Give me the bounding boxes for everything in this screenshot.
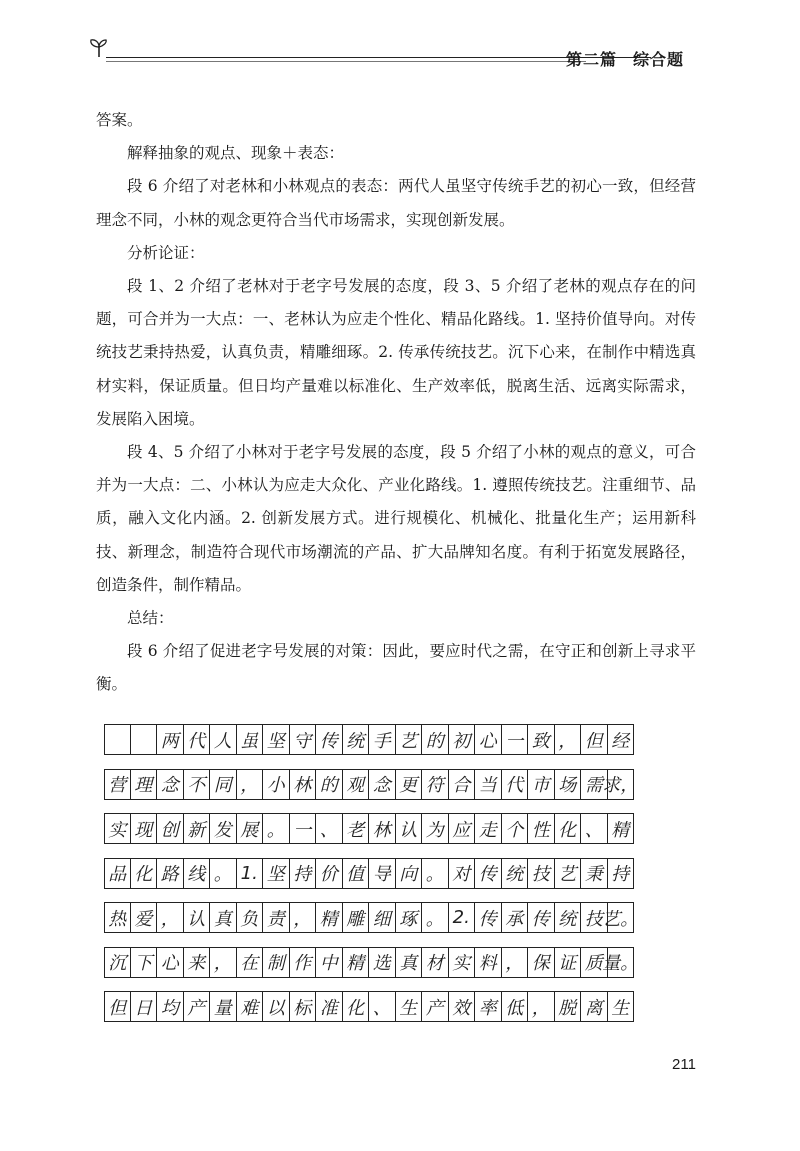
- grid-cell: 艺。: [608, 902, 635, 933]
- grid-cell: 2.: [449, 902, 476, 933]
- grid-cell: 化: [555, 813, 582, 844]
- grid-cell: 实: [104, 813, 131, 844]
- grid-cell: 来: [184, 947, 211, 978]
- grid-cell: 艺: [555, 858, 582, 889]
- grid-cell: 初: [449, 724, 476, 755]
- grid-cell: 但: [581, 724, 608, 755]
- grid-cell: 认: [396, 813, 423, 844]
- grid-cell: 创: [157, 813, 184, 844]
- grid-cell: 量: [210, 991, 237, 1022]
- grid-cell: 料: [475, 947, 502, 978]
- grid-cell: ，: [528, 991, 555, 1022]
- grid-cell: 艺: [396, 724, 423, 755]
- grid-row: [104, 947, 639, 978]
- grid-row: [104, 902, 639, 933]
- grid-cell: 需: [581, 769, 608, 800]
- grid-cell: 精: [343, 947, 370, 978]
- grid-cell: 坚: [263, 724, 290, 755]
- grid-row: [104, 769, 639, 800]
- grid-cell: 的: [422, 724, 449, 755]
- grid-cell: 更: [396, 769, 423, 800]
- grid-cell: 中: [316, 947, 343, 978]
- grid-cell: 虽: [237, 724, 264, 755]
- grid-cell: 性: [528, 813, 555, 844]
- grid-cell: 但: [104, 991, 131, 1022]
- grid-cell: 手: [369, 724, 396, 755]
- grid-cell: 市: [528, 769, 555, 800]
- grid-cell: 林: [369, 813, 396, 844]
- grid-cell: 难: [237, 991, 264, 1022]
- grid-cell: 准: [316, 991, 343, 1022]
- grid-cell: 秉: [581, 858, 608, 889]
- grid-cell: 统: [343, 724, 370, 755]
- grid-cell: 线: [184, 858, 211, 889]
- grid-cell: 向: [396, 858, 423, 889]
- grid-cell: 统: [555, 902, 582, 933]
- grid-cell: ，: [157, 902, 184, 933]
- grid-cell: 当: [475, 769, 502, 800]
- grid-cell: 、: [316, 813, 343, 844]
- grid-cell: 热: [104, 902, 131, 933]
- grid-cell: 的: [316, 769, 343, 800]
- grid-cell: 。: [422, 902, 449, 933]
- grid-cell: 均: [157, 991, 184, 1022]
- grid-cell: 保: [528, 947, 555, 978]
- grid-cell: 制: [263, 947, 290, 978]
- grid-cell: 效: [449, 991, 476, 1022]
- chapter-title: [566, 47, 684, 70]
- grid-cell: 。: [422, 858, 449, 889]
- grid-cell: 心: [157, 947, 184, 978]
- grid-cell: 营: [104, 769, 131, 800]
- grid-cell: 标: [290, 991, 317, 1022]
- paragraph: 解释抽象的观点、现象＋表态：: [127, 144, 345, 163]
- grid-cell: 负: [237, 902, 264, 933]
- grid-cell: ，: [555, 724, 582, 755]
- grid-row: [104, 724, 634, 755]
- grid-cell: 持: [608, 858, 635, 889]
- grid-cell: 量。: [608, 947, 635, 978]
- grid-cell: 新: [184, 813, 211, 844]
- grid-cell: 应: [449, 813, 476, 844]
- grid-cell: 展: [237, 813, 264, 844]
- grid-cell: 、: [369, 991, 396, 1022]
- grid-cell: 合: [449, 769, 476, 800]
- grid-cell: 技: [581, 902, 608, 933]
- header-rule-thin: [106, 61, 586, 62]
- grid-cell: 个: [502, 813, 529, 844]
- grid-cell: 路: [157, 858, 184, 889]
- grid-cell: 符: [422, 769, 449, 800]
- grid-cell: 琢: [396, 902, 423, 933]
- grid-cell: 化: [343, 991, 370, 1022]
- grid-cell: 精: [608, 813, 635, 844]
- grid-cell: 率: [475, 991, 502, 1022]
- grid-cell: 产: [184, 991, 211, 1022]
- grid-cell: 导: [369, 858, 396, 889]
- grid-cell: 证: [555, 947, 582, 978]
- grid-cell: ，: [210, 947, 237, 978]
- grid-cell: 小: [263, 769, 290, 800]
- grid-cell: 经: [608, 724, 635, 755]
- grid-cell: 认: [184, 902, 211, 933]
- grid-cell: 传: [475, 902, 502, 933]
- grid-cell: 对: [449, 858, 476, 889]
- grid-cell: 脱: [555, 991, 582, 1022]
- grid-cell: 生: [608, 991, 635, 1022]
- paragraph: 段 6 介绍了促进老字号发展的对策：因此，要应时代之需，在守正和创新上寻求平衡。: [96, 642, 696, 694]
- paragraph: 段 1、2 介绍了老林对于老字号发展的态度，段 3、5 介绍了老林的观点存在的问题，可合并为一大点：一、老林认为应走个性化、精品化路线。1. 坚持价值导向。对传统技艺秉持热爱，认真负责，精雕细琢。2. 传承传统技艺。沉下心来，在制作中精选真材实料，保证质量。但日均产量难以标准化、生产效率低，脱离生活、远离实际需求，发展陷入困境。: [96, 277, 696, 428]
- grid-cell: 代: [502, 769, 529, 800]
- grid-cell: 场: [555, 769, 582, 800]
- grid-cell: 沉: [104, 947, 131, 978]
- paragraph: 答案。: [96, 111, 143, 129]
- grid-cell: ，: [502, 947, 529, 978]
- grid-cell: 现: [131, 813, 158, 844]
- grid-cell: 林: [290, 769, 317, 800]
- paragraph: 总结：: [127, 609, 174, 628]
- grid-cell: 两: [157, 724, 184, 755]
- sprout-icon: [88, 38, 110, 58]
- grid-cell: ，: [290, 902, 317, 933]
- grid-cell: 精: [316, 902, 343, 933]
- grid-cell: 细: [369, 902, 396, 933]
- grid-cell: 。: [210, 858, 237, 889]
- grid-cell: 老: [343, 813, 370, 844]
- grid-cell: 、: [581, 813, 608, 844]
- grid-cell: 持: [290, 858, 317, 889]
- grid-cell: 值: [343, 858, 370, 889]
- grid-cell: 低: [502, 991, 529, 1022]
- grid-cell: 1.: [237, 858, 264, 889]
- grid-cell: 理: [131, 769, 158, 800]
- grid-cell: 观: [343, 769, 370, 800]
- grid-cell: 质: [581, 947, 608, 978]
- grid-cell: 念: [369, 769, 396, 800]
- grid-cell: 传: [475, 858, 502, 889]
- grid-cell: 承: [502, 902, 529, 933]
- grid-cell: 在: [237, 947, 264, 978]
- grid-cell: 代: [184, 724, 211, 755]
- grid-cell: 实: [449, 947, 476, 978]
- grid-cell: 传: [528, 902, 555, 933]
- grid-cell: [104, 724, 131, 755]
- page-number: 211: [672, 1056, 696, 1073]
- grid-cell: 心: [475, 724, 502, 755]
- grid-cell: 。: [263, 813, 290, 844]
- grid-cell: 选: [369, 947, 396, 978]
- grid-cell: 一: [502, 724, 529, 755]
- grid-cell: 人: [210, 724, 237, 755]
- grid-row: [104, 991, 634, 1022]
- grid-cell: 走: [475, 813, 502, 844]
- grid-cell: 价: [316, 858, 343, 889]
- grid-cell: 致: [528, 724, 555, 755]
- paragraph: 分析论证：: [127, 243, 205, 262]
- grid-cell: 生: [396, 991, 423, 1022]
- grid-cell: 产: [422, 991, 449, 1022]
- grid-row: [104, 858, 634, 889]
- grid-cell: 坚: [263, 858, 290, 889]
- grid-cell: 下: [131, 947, 158, 978]
- grid-cell: 真: [396, 947, 423, 978]
- grid-cell: 以: [263, 991, 290, 1022]
- grid-cell: 责: [263, 902, 290, 933]
- grid-cell: 日: [131, 991, 158, 1022]
- grid-cell: 材: [422, 947, 449, 978]
- grid-cell: 一: [290, 813, 317, 844]
- grid-cell: 品: [104, 858, 131, 889]
- grid-cell: 雕: [343, 902, 370, 933]
- grid-cell: 离: [581, 991, 608, 1022]
- grid-cell: 求，: [608, 769, 635, 800]
- part-label: 第二篇: [566, 50, 618, 69]
- section-label: 综合题: [633, 50, 685, 69]
- grid-cell: 同: [210, 769, 237, 800]
- grid-row: [104, 813, 634, 844]
- paragraph: 段 4、5 介绍了小林对于老字号发展的态度，段 5 介绍了小林的观点的意义，可合并为一大点：二、小林认为应走大众化、产业化路线。1. 遵照传统技艺。注重细节、品质，融入文化内涵。2. 创新发展方式。进行规模化、机械化、批量化生产；运用新科技、新理念，制造符合现代市场潮流的产品、扩大品牌知名度。有利于拓宽发展路径，创造条件，制作精品。: [96, 443, 696, 594]
- body-text: [96, 104, 696, 702]
- grid-cell: 真: [210, 902, 237, 933]
- grid-cell: 发: [210, 813, 237, 844]
- grid-cell: 爱: [131, 902, 158, 933]
- grid-cell: 传: [316, 724, 343, 755]
- paragraph: 段 6 介绍了对老林和小林观点的表态：两代人虽坚守传统手艺的初心一致，但经营理念不同，小林的观念更符合当代市场需求，实现创新发展。: [96, 177, 696, 229]
- grid-cell: 作: [290, 947, 317, 978]
- running-header: [88, 38, 708, 74]
- grid-cell: 为: [422, 813, 449, 844]
- grid-cell: 不: [184, 769, 211, 800]
- grid-cell: 化: [131, 858, 158, 889]
- grid-cell: [131, 724, 158, 755]
- grid-cell: 技: [528, 858, 555, 889]
- grid-cell: 守: [290, 724, 317, 755]
- grid-cell: 念: [157, 769, 184, 800]
- grid-cell: 统: [502, 858, 529, 889]
- grid-cell: ，: [237, 769, 264, 800]
